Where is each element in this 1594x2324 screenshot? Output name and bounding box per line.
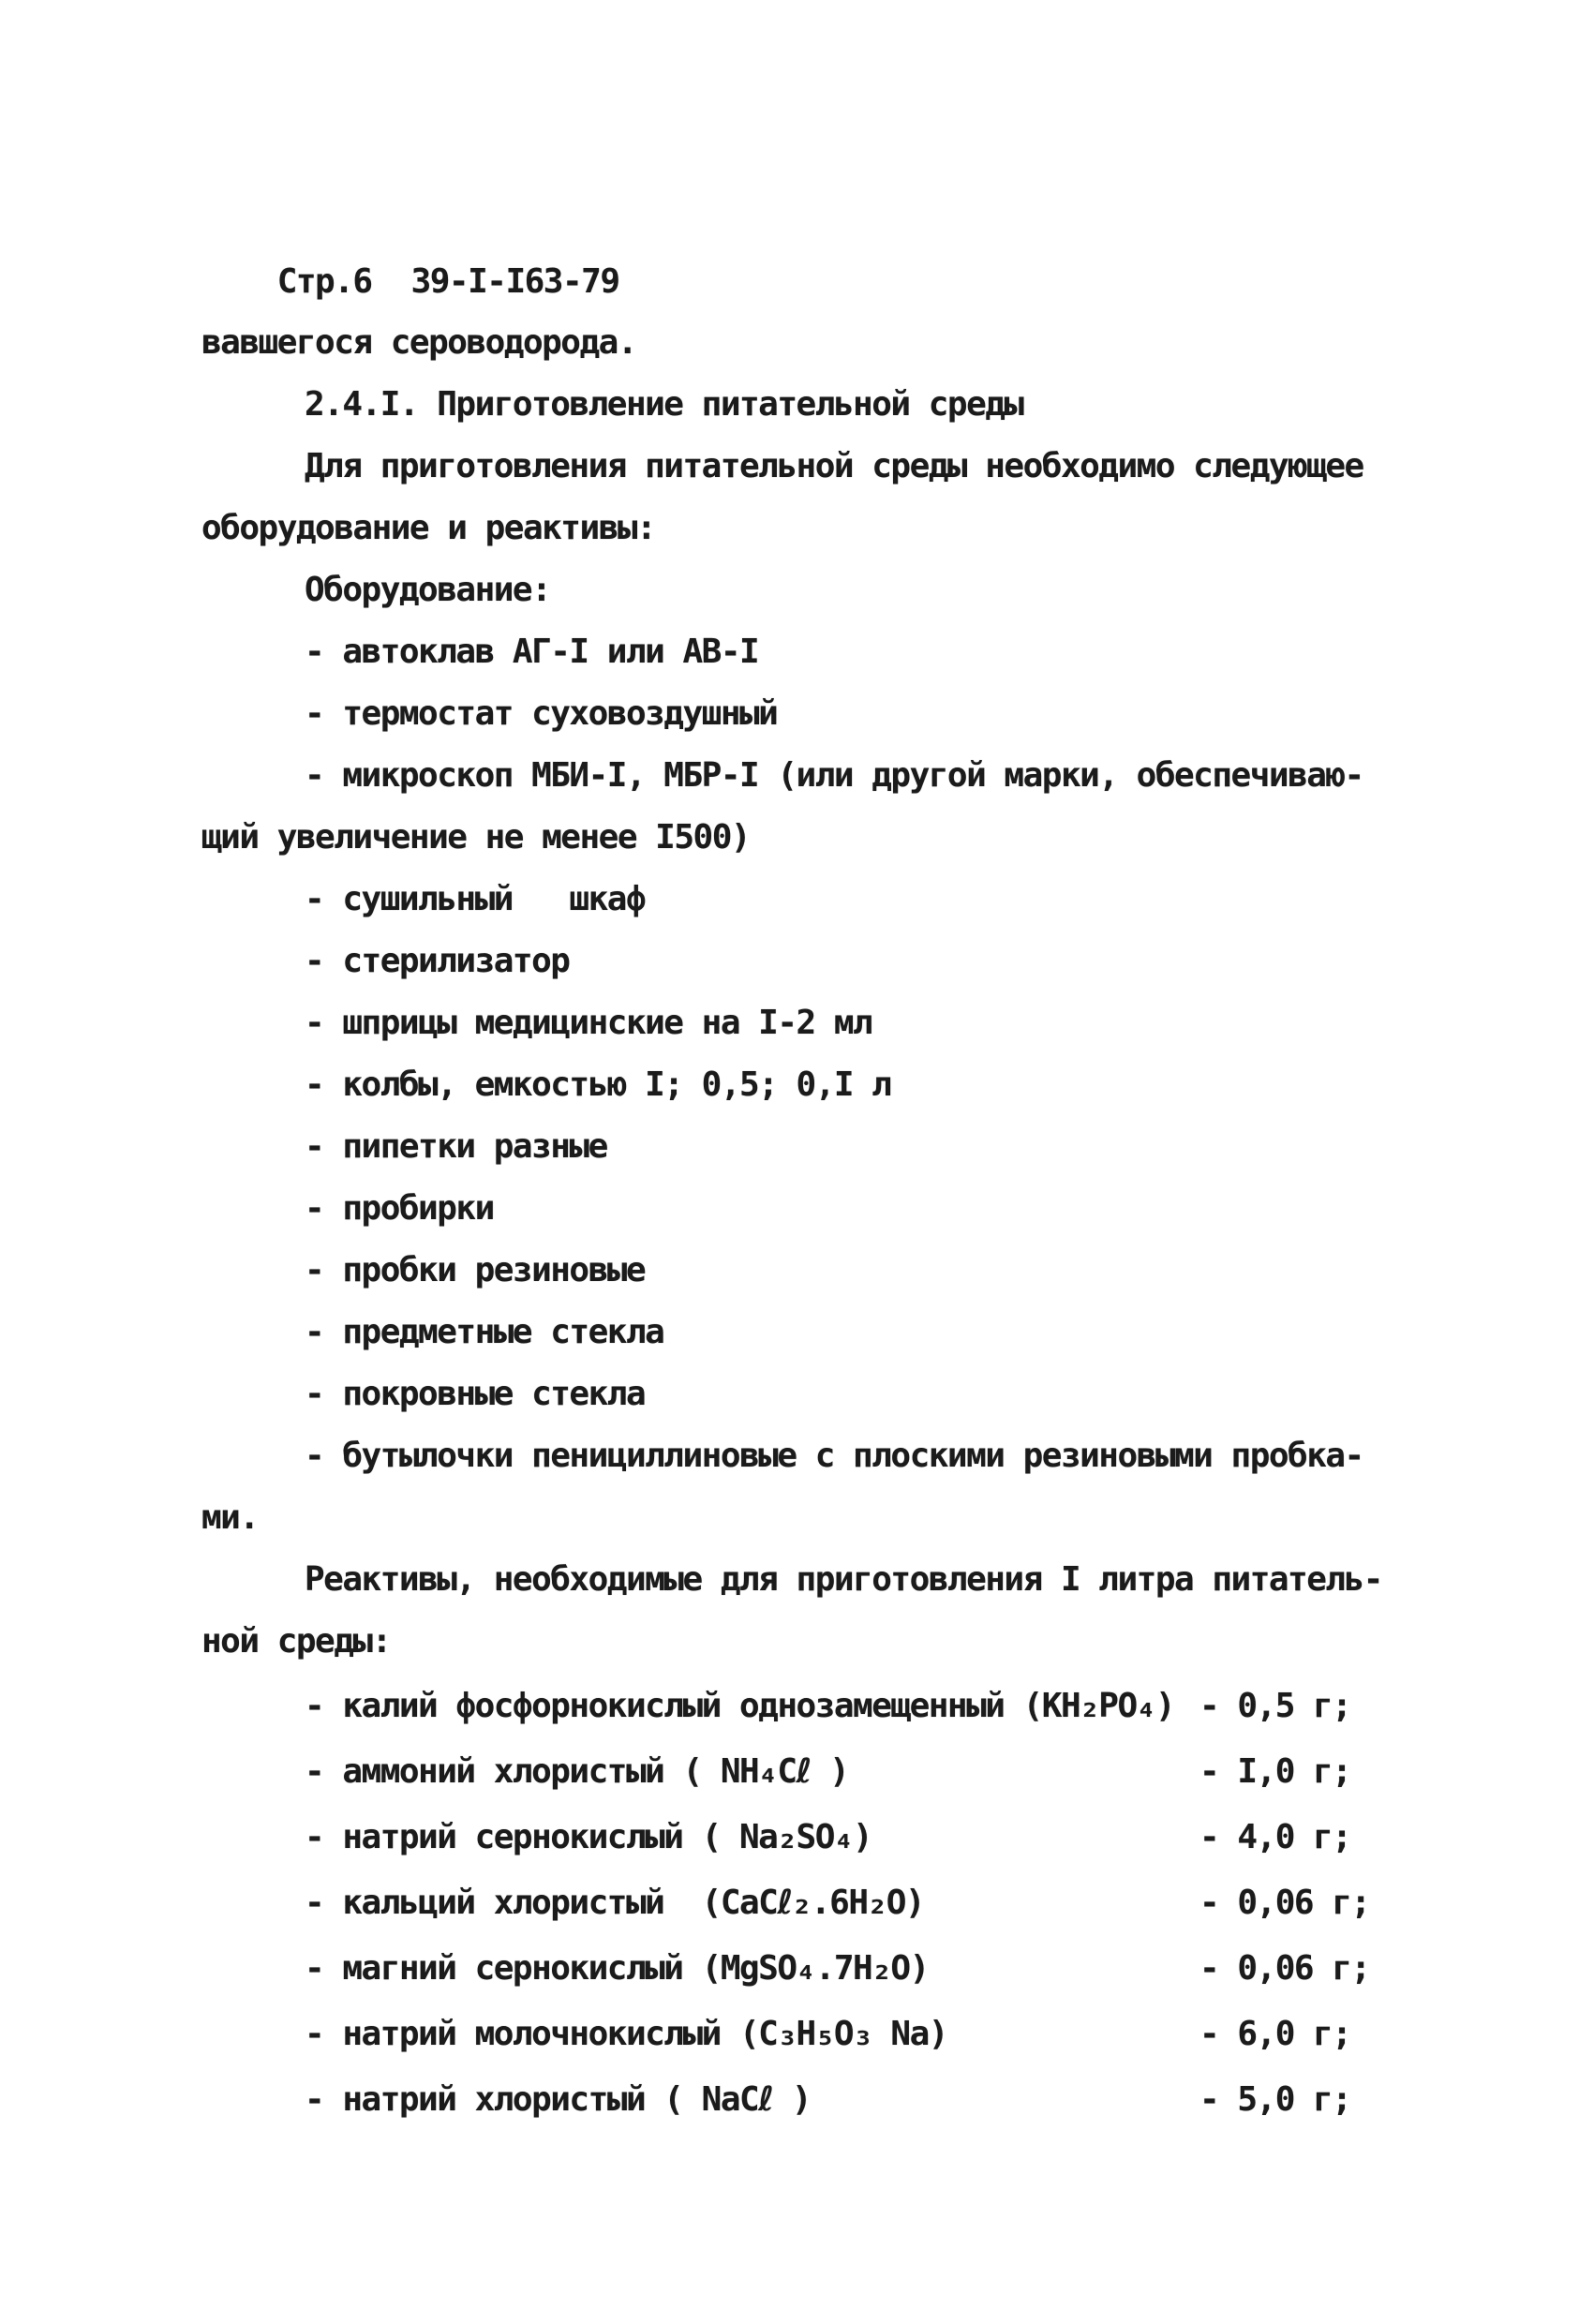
document-line: - покровные стекла <box>305 1375 646 1413</box>
reagent-label: - натрий молочнокислый (С₃Н₅О₃ Nа) <box>305 2015 947 2053</box>
document-line: Реактивы, необходимые для приготовления I литра питатель- <box>305 1560 1382 1599</box>
document-line: - микроскоп МБИ-I, МБР-I (или другой марки, обеспечиваю- <box>305 756 1363 795</box>
document-line: Оборудование: <box>305 571 551 609</box>
document-line: - предметные стекла <box>305 1313 664 1351</box>
document-line: - автоклав АГ-I или АВ-I <box>305 633 759 671</box>
document-line: - термостат суховоздушный <box>305 694 778 733</box>
document-line: 2.4.I. Приготовление питательной среды <box>305 385 1023 424</box>
reagent-label: - натрий сернокислый ( Nа₂SО₄) <box>305 1818 872 1856</box>
reagent-label: - магний сернокислый (МgSО₄.7Н₂О) <box>305 1949 929 1988</box>
reagent-label: - натрий хлористый ( NаСℓ ) <box>305 2080 811 2119</box>
reagent-line <box>305 1687 1351 1725</box>
reagent-line <box>305 1818 1351 1856</box>
page-header <box>201 224 619 339</box>
document-line: Для приготовления питательной среды необходимо следующее <box>305 447 1363 485</box>
document-line: - сушильный шкаф <box>305 880 646 918</box>
reagent-label: - кальций хлористый (СаСℓ₂.6Н₂О) <box>305 1884 925 1922</box>
reagent-label: - аммоний хлористый ( NН₄Сℓ ) <box>305 1752 849 1791</box>
reagent-amount: - 5,0 г; <box>1199 2080 1351 2119</box>
document-line: - пипетки разные <box>305 1127 607 1166</box>
reagent-amount: - I,0 г; <box>1199 1752 1351 1791</box>
document-line: - шприцы медицинские на I-2 мл <box>305 1004 872 1042</box>
document-line: - пробки резиновые <box>305 1251 646 1289</box>
document-line: вавшегося сероводорода. <box>201 323 636 362</box>
document-line: оборудование и реактивы: <box>201 509 656 547</box>
document-line: - колбы, емкостью I; 0,5; 0,I л <box>305 1065 891 1104</box>
document-line: - пробирки <box>305 1189 494 1228</box>
document-line: - бутылочки пенициллиновые с плоскими резиновыми пробка- <box>305 1437 1363 1475</box>
document-line: ной среды: <box>201 1622 391 1661</box>
reagent-amount: - 0,06 г; <box>1199 1884 1370 1922</box>
reagent-line <box>305 2080 1351 2119</box>
document-line: щий увеличение не менее I500) <box>201 818 751 857</box>
document-line: - стерилизатор <box>305 942 570 980</box>
reagent-line <box>305 1884 1370 1922</box>
reagent-amount: - 4,0 г; <box>1199 1818 1351 1856</box>
document-number: 39-I-I63-79 <box>410 262 619 301</box>
reagent-amount: - 6,0 г; <box>1199 2015 1351 2053</box>
reagent-line <box>305 2015 1351 2053</box>
reagent-label: - калий фосфорнокислый однозамещенный (КН₂РО₄) <box>305 1687 1174 1725</box>
reagent-amount: - 0,06 г; <box>1199 1949 1370 1988</box>
reagent-line <box>305 1949 1370 1988</box>
reagent-line <box>305 1752 1351 1791</box>
reagent-amount: - 0,5 г; <box>1199 1687 1351 1725</box>
document-line: ми. <box>201 1498 259 1537</box>
page-number-label: Стр.6 <box>276 262 372 301</box>
